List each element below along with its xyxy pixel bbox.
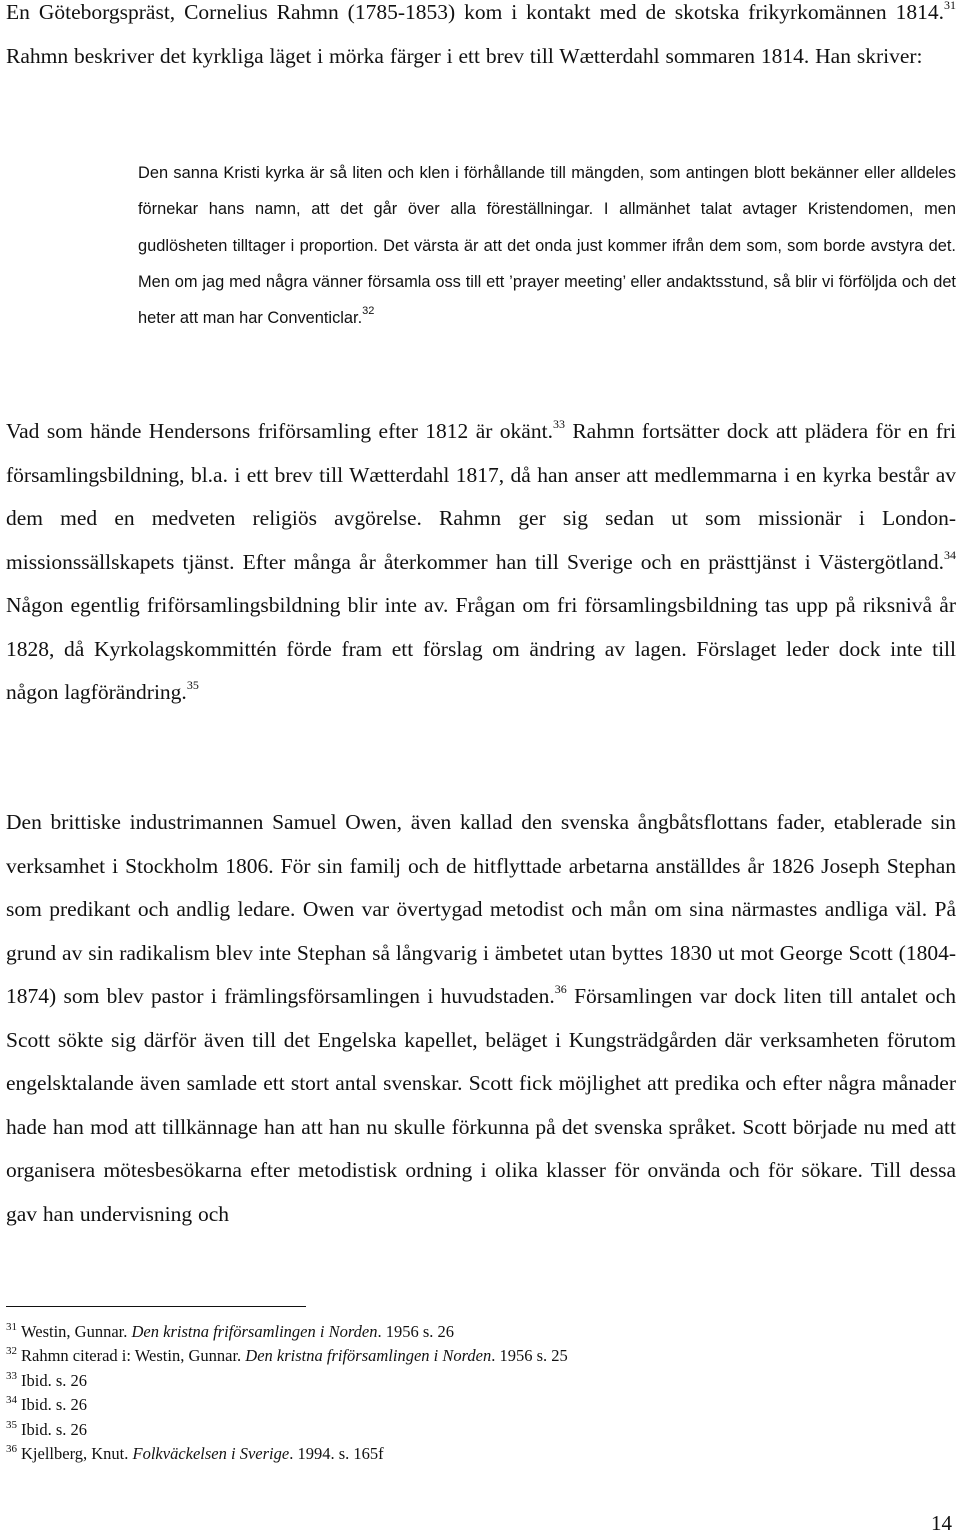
footnote-number: 31 (6, 1321, 17, 1333)
footnote-number: 36 (6, 1443, 17, 1456)
page-number: 14 (931, 1511, 952, 1535)
footnote-ref: 36 (554, 982, 567, 996)
text-run: Någon egentlig friförsamlingsbildning blir inte av. Frågan om fri församlingsbildning tas upp på riksnivå år 1828, då Kyrkolagskommittén förde fram ett förslag om ändring av lagen. Förslaget leder dock inte till någon lagförändring. (6, 593, 956, 704)
footnote-text: Kjellberg, Knut. (21, 1444, 133, 1464)
footnote-text: Rahmn citerad i: Westin, Gunnar. (21, 1346, 246, 1366)
footnote-ref: 34 (944, 547, 956, 562)
block-quote (138, 155, 956, 336)
footnote-ref: 33 (552, 417, 565, 431)
footnote-text: . 1956 s. 25 (491, 1346, 568, 1366)
text-run: Rahmn beskriver det kyrkliga läget i mörka färger i ett brev till Wætterdahl sommaren 1814. Han skriver: (6, 43, 923, 68)
text-run: Församlingen var dock liten till antalet och Scott sökte sig därför även till det Engelska kapellet, beläget i Kungsträdgården där verksamheten förutom engelsktalande även samlade ett stort antal svenskar. Scott fick möjlighet att predika och efter några månader hade han mod att tillkännage han att han nu skulle förkunna på det svenska språket. Scott började nu med att organisera mötesbesökarna efter metodistisk ordning i olika klasser för onvända och för sökare. Till dessa gav han undervisning och (6, 984, 956, 1226)
paragraph-owen (6, 801, 956, 1236)
text-run: En Göteborgspräst, Cornelius Rahmn (1785-1853) kom i kontakt med de skotska frikyrkomännen 1814. (6, 0, 944, 24)
footnote-ref: 32 (362, 305, 375, 318)
paragraph-intro (6, 0, 956, 78)
footnote-title: Den kristna friförsamlingen i Norden (131, 1322, 378, 1341)
footnote-item (6, 1442, 906, 1466)
footnote-text: . 1956 s. 26 (377, 1322, 455, 1341)
footnote-list (6, 1320, 906, 1466)
footnote-title: Folkväckelsen i Sverige (132, 1444, 290, 1464)
footnote-number: 33 (6, 1369, 17, 1382)
paragraph-henderson (6, 410, 956, 715)
footnote-text: Ibid. s. 26 (21, 1395, 87, 1415)
quote-text: Den sanna Kristi kyrka är så liten och klen i förhållande till mängden, som antingen blott bekänner eller alldeles förnekar hans namn, att det går över alla föreställningar. I allmänhet talat avtager Kristendomen, men gudlösheten tilltager i proportion. Det värsta är att det onda just kommer ifrån dem som, som borde avstyra det. Men om jag med några vänner församla oss till ett ’prayer meeting’ eller andaktsstund, så blir vi förföljda och det heter att man har Conventiclar. (138, 164, 956, 328)
footnote-text: Westin, Gunnar. (21, 1322, 132, 1341)
footnote-number: 35 (6, 1418, 17, 1431)
text-run: Den brittiske industrimannen Samuel Owen, även kallad den svenska ångbåtsflottans fader, etablerade sin verksamhet i Stockholm 1806. För sin familj och de hitflyttade arbetarna anställdes år 1826 Joseph Stephan som predikant och andlig ledare. Owen var övertygad metodist och mån om sina närmastes andliga väl. På grund av sin radikalism blev inte Stephan så långvarig i ämbetet utan byttes 1830 ut mot George Scott (1804-1874) som blev pastor i främlingsförsamlingen i huvudstaden. (6, 810, 956, 1008)
text-run: Rahmn fortsätter dock att plädera för en fri församlingsbildning, bl.a. i ett brev till Wætterdahl 1817, då han anser att medlemmarna i en kyrka består av dem med en medveten religiös avgörelse. Rahmn ger sig sedan ut som missionär i London-missionssällskapets tjänst. Efter många år återkommer han till Sverige och en prästtjänst i Västergötland. (6, 419, 956, 574)
footnote-text: Ibid. s. 26 (21, 1370, 87, 1390)
footnote-separator (6, 1306, 306, 1307)
footnote-text: . 1994. s. 165f (289, 1444, 384, 1464)
text-run: Vad som hände Hendersons friförsamling efter 1812 är okänt. (6, 419, 553, 443)
footnote-item (6, 1369, 906, 1393)
footnote-title: Den kristna friförsamlingen i Norden (245, 1346, 492, 1366)
footnote-item (6, 1344, 906, 1368)
footnote-number: 32 (6, 1345, 17, 1358)
footnote-item (6, 1418, 906, 1442)
footnote-ref: 35 (186, 678, 199, 692)
footnote-item (6, 1320, 906, 1344)
footnote-number: 34 (6, 1394, 17, 1407)
footnote-text: Ibid. s. 26 (21, 1419, 87, 1439)
footnote-ref: 31 (944, 0, 956, 12)
footnote-item (6, 1393, 906, 1417)
